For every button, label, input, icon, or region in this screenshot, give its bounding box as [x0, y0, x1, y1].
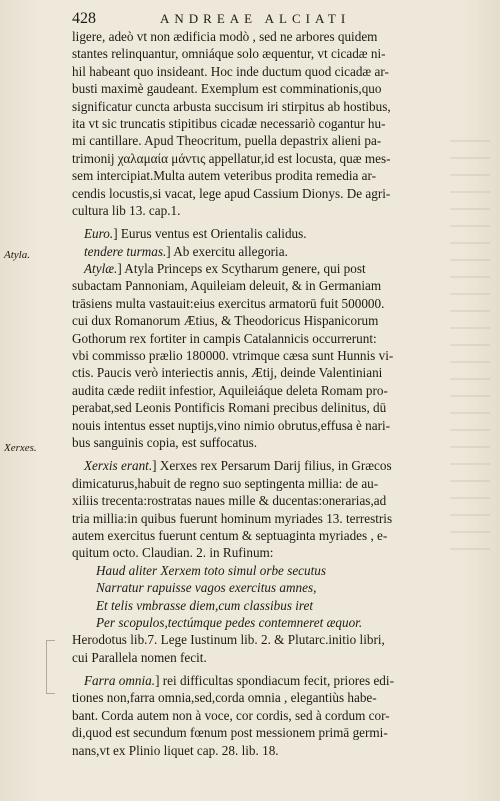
margin-note-atyla: Atyla. — [4, 249, 30, 261]
text-line: vbi commisso prælio 180000. vtrimque cæsa sunt Hunnis vi- — [72, 348, 394, 364]
text-line: significatur cuncta arbusta succisum iri stirpitus ab hostibus, — [72, 98, 391, 114]
gloss-xerxes — [72, 457, 472, 474]
margin-bracket — [46, 640, 55, 694]
lemma: Euro. — [84, 226, 114, 242]
text-line: bant. Corda autem non à voce, cor cordis, sed à cordum cor- — [72, 707, 390, 723]
gloss-farra — [72, 672, 472, 689]
text-line: dimicaturus,habuit de regno suo septingenta millia: de au- — [72, 475, 379, 491]
text-line: perabat,sed Leonis Pontificis Romani precibus delinitus, dū — [72, 400, 387, 416]
text-line: tiones non,farra omnia,sed,corda omnia , elegantiùs habe- — [72, 690, 377, 706]
lemma: Atylæ. — [84, 261, 118, 277]
text-line: nouis intentus esset nuptijs,vino nimio obrutus,effusa è nari- — [72, 417, 391, 433]
text-line: tria millia:in quibus fuerunt hominum myriades 13. terrestris — [72, 510, 393, 526]
text-line: subactam Pannoniam, Aquileiam deleuit, & in Germaniam — [72, 278, 382, 294]
text-line: cendis locustis,si vacat, lege apud Cassium Dionys. De agri- — [72, 185, 391, 201]
text-line: stantes relinquantur, omniáque solo æquentur, vt cicadæ ni- — [72, 46, 386, 62]
text-line: di,quod est secundum fœnum post messionem primā germi- — [72, 725, 388, 741]
gloss-text: ] Ab exercitu allegoria. — [166, 243, 288, 259]
running-head: ANDREAE ALCIATI — [160, 11, 351, 26]
gloss-tendere — [72, 243, 472, 260]
text-line: cultura lib 13. cap.1. — [72, 202, 181, 218]
verse-line: Per scopulos,tectúmque pedes contemneret æquor. — [96, 614, 363, 630]
text-line: xiliis trecenta:rostratas naues mille & ducentas:onerarias,ad — [72, 493, 387, 509]
gloss-euro — [72, 225, 472, 242]
text-line: bus sanguinis copia, est suffocatus. — [72, 434, 258, 450]
gloss-text: ] Eurus ventus est Orientalis calidus. — [113, 226, 307, 242]
text-line: cui Parallela nomen fecit. — [72, 649, 207, 665]
text-line: audita cæde rediit infestior, Aquileiáque deleta Romam pro- — [72, 382, 388, 398]
text-line: nans,vt ex Plinio liquet cap. 28. lib. 18. — [72, 742, 279, 758]
lemma: tendere turmas. — [84, 243, 167, 259]
margin-note-xerxes: Xerxes. — [4, 442, 37, 454]
page-header — [72, 10, 472, 30]
verse-line: Haud aliter Xerxem toto simul orbe secutus — [96, 562, 327, 578]
lemma: Farra omnia. — [84, 673, 156, 689]
verse-line: Narratur rapuisse vagos exercitus amnes, — [96, 580, 317, 596]
text-line: sem intercipiat.Multa autem veteribus prodita remedia ar- — [72, 168, 377, 184]
gloss-text: ] Xerxes rex Persarum Darij filius, in Græcos — [152, 458, 392, 474]
body-text — [72, 28, 472, 759]
verse-line: Et telis vmbrasse diem,cum classibus iret — [96, 597, 314, 613]
gloss-text: ] rei difficultas spondiacum fecit, priores edi- — [155, 673, 394, 689]
text-line: busti maximè gaudeant. Exemplum est comminationis,quo — [72, 81, 382, 97]
text-line: autem exercitus fuerunt centum & septuaginta myriades , e- — [72, 527, 388, 543]
text-line: quitum octo. Claudian. 2. in Rufinum: — [72, 545, 274, 561]
gloss-text: ] Atyla Princeps ex Scytharum genere, qui post — [117, 261, 366, 277]
text-line: ligere, adeò vt non ædificia modò , sed ne arbores quidem — [72, 29, 378, 44]
lemma: Xerxis erant. — [84, 458, 153, 474]
text-line: hil habeant quo insideant. Hoc inde ductum quod cicadæ ar- — [72, 63, 389, 79]
page-number: 428 — [72, 10, 96, 27]
text-line: Gothorum rex fortiter in campis Catalannicis occurrerunt: — [72, 330, 377, 346]
text-line: trāsiens multa vastauit:eius exercitus armatorū fuit 500000. — [72, 295, 385, 311]
text-line: Herodotus lib.7. Lege Iustinum lib. 2. & Plutarc.initio libri, — [72, 632, 385, 648]
text-line: trimonij χαλαμαία μάντις appellatur,id est locusta, quæ mes- — [72, 150, 391, 166]
text-line: cui dux Romanorum Ætius, & Theodoricus Hispanicorum — [72, 313, 379, 329]
text-line: ita vt sic truncatis stipitibus cicadæ necessariò cogantur hu- — [72, 115, 386, 131]
text-line: mi cantillare. Apud Theocritum, puella depastrix alieni pa- — [72, 133, 382, 149]
text-line: ctis. Paucis verò interiectis annis, Ætij, deinde Valentiniani — [72, 365, 383, 381]
gloss-atyla — [72, 260, 472, 277]
